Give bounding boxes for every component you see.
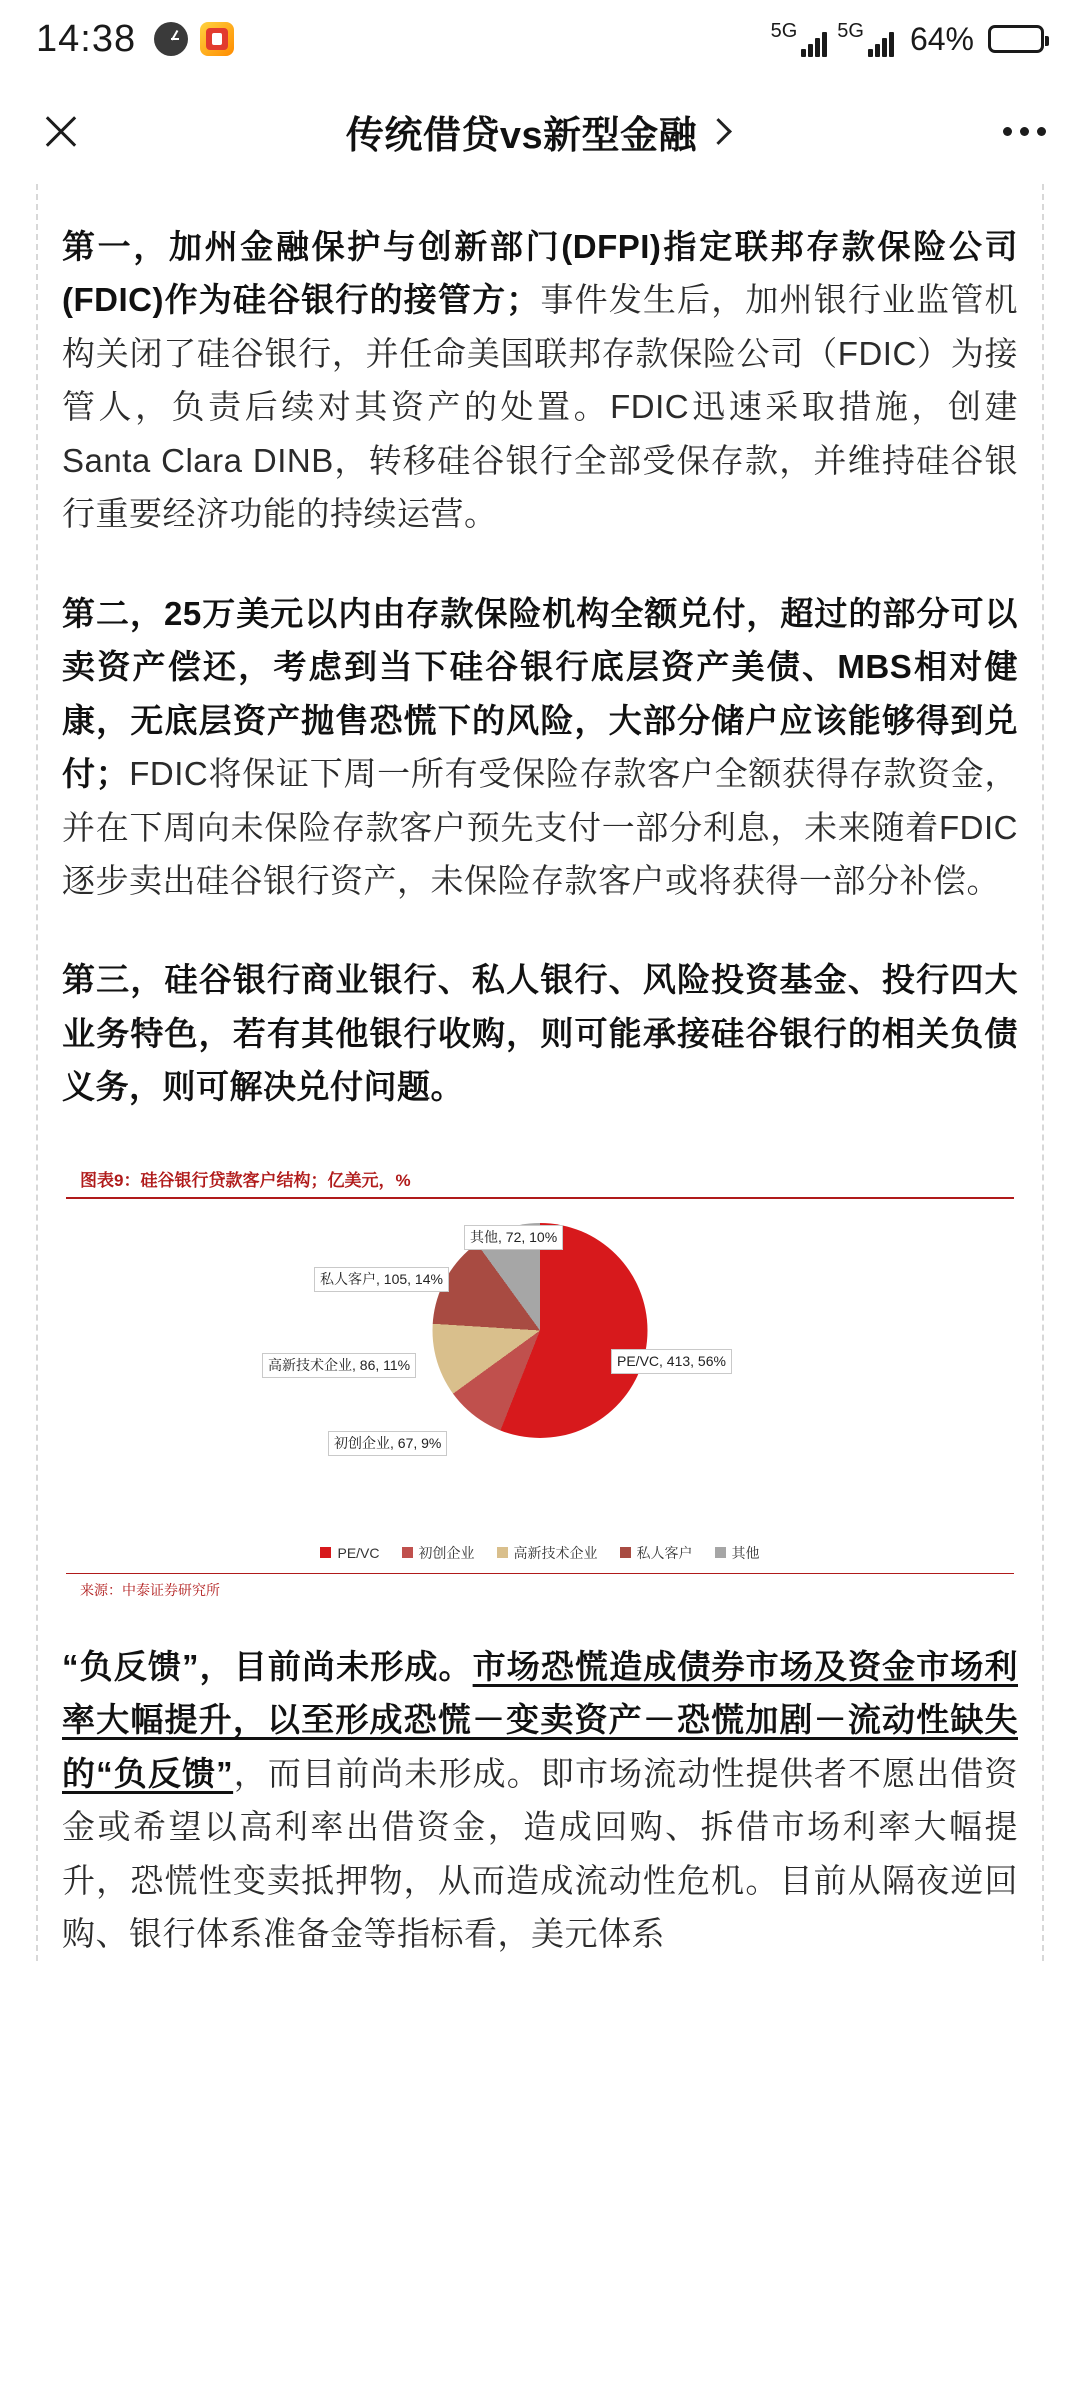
legend-swatch — [402, 1547, 413, 1558]
battery-percent-label: 64% — [909, 20, 974, 57]
paragraph-4-bold: “负反馈”，目前尚未形成。 — [62, 1647, 473, 1685]
battery-icon — [988, 25, 1044, 53]
pie-label-startup: 初创企业, 67, 9% — [328, 1431, 447, 1457]
header-title-group[interactable] — [88, 104, 986, 159]
pie-label-pevc: PE/VC, 413, 56% — [611, 1349, 732, 1375]
legend-label: 私人客户 — [636, 1544, 693, 1561]
pie-chart — [433, 1223, 648, 1438]
paragraph-4-underlined: 市场恐慌造成债券市场及资金市场利率大幅提升，以至形成恐慌－变卖资产－恐慌加剧－流动性缺失的“负反馈” — [62, 1647, 1018, 1792]
paragraph-2-bold: 第二，25万美元以内由存款保险机构全额兑付，超过的部分可以卖资产偿还，考虑到当下硅谷银行底层资产美债、MBS相对健康，无底层资产抛售恐慌下的风险，大部分储户应该能够得到兑付； — [62, 594, 1018, 793]
more-options-icon[interactable] — [986, 127, 1046, 136]
legend-swatch — [715, 1547, 726, 1558]
paragraph-2 — [62, 587, 1018, 908]
legend-swatch — [320, 1547, 331, 1558]
close-icon[interactable] — [34, 104, 88, 158]
sim2-signal — [837, 21, 894, 57]
legend-label: 其他 — [731, 1544, 760, 1561]
chart-title: 图表9：硅谷银行贷款客户结构；亿美元，% — [66, 1160, 1014, 1199]
legend-item — [620, 1543, 693, 1563]
pie-label-tech: 高新技术企业, 86, 11% — [262, 1353, 416, 1379]
signal-bars-icon-2 — [868, 31, 894, 57]
paragraph-2-text: FDIC将保证下周一所有受保险存款客户全额获得存款资金，并在下周向未保险存款客户预先支付一部分利息，未来随着FDIC逐步卖出硅谷银行资产，未保险存款客户或将获得一部分补偿。 — [62, 755, 1018, 899]
paragraph-1-text: 事件发生后，加州银行业监管机构关闭了硅谷银行，并任命美国联邦存款保险公司（FDIC）为接管人，负责后续对其资产的处置。FDIC迅速采取措施，创建Santa Clara DINB，转移硅谷银行全部受保存款，并维持硅谷银行重要经济功能的持续运营。 — [62, 281, 1019, 533]
pie-slices — [433, 1223, 648, 1438]
pie-label-private: 私人客户, 105, 14% — [314, 1267, 449, 1293]
paragraph-1-bold: 第一，加州金融保护与创新部门(DFPI)指定联邦存款保险公司(FDIC)作为硅谷银行的接管方； — [62, 228, 1018, 319]
paragraph-3 — [62, 953, 1018, 1113]
article-body — [0, 184, 1080, 1961]
legend-item — [497, 1543, 598, 1563]
page-title: 传统借贷vs新型金融 — [345, 114, 698, 157]
left-dashed-divider — [36, 184, 38, 1961]
paragraph-4 — [62, 1640, 1018, 1961]
status-indicators — [771, 21, 1044, 58]
legend-label: 高新技术企业 — [513, 1544, 598, 1561]
signal-bars-icon-1 — [801, 31, 827, 57]
legend-swatch — [497, 1547, 508, 1558]
chart-legend — [66, 1543, 1014, 1563]
chevron-right-icon[interactable] — [705, 118, 732, 145]
legend-swatch — [620, 1547, 631, 1558]
status-time: 14:38 — [36, 17, 137, 60]
legend-label: PE/VC — [337, 1544, 380, 1561]
chart-source: 来源：中泰证券研究所 — [66, 1573, 1014, 1600]
paragraph-3-bold: 第三，硅谷银行商业银行、私人银行、风险投资基金、投行四大业务特色，若有其他银行收购，则可能承接硅谷银行的相关负债义务，则可解决兑付问题。 — [62, 961, 1018, 1106]
network-type-label-1: 5G — [770, 20, 798, 42]
legend-item — [320, 1543, 379, 1563]
clock-icon — [154, 22, 188, 56]
article-content — [0, 184, 1080, 1961]
legend-item — [402, 1543, 475, 1563]
paragraph-1 — [62, 220, 1018, 541]
network-type-label-2: 5G — [837, 20, 864, 42]
paragraph-4-text: ，而目前尚未形成。即市场流动性提供者不愿出借资金或希望以高利率出借资金，造成回购、拆借市场利率大幅提升，恐慌性变卖抵押物，从而造成流动性危机。目前从隔夜逆回购、银行体系准备金等指标看，美元体系 — [62, 1754, 1018, 1953]
chart-figure — [62, 1160, 1018, 1600]
legend-item — [715, 1543, 760, 1563]
legend-label: 初创企业 — [418, 1544, 475, 1561]
sim1-signal — [771, 21, 828, 57]
chart-plot-area — [66, 1209, 1014, 1539]
page-header — [0, 78, 1080, 184]
status-notification-icons — [154, 22, 234, 56]
app-notification-icon — [200, 22, 234, 56]
right-dashed-divider — [1042, 184, 1044, 1961]
status-bar — [0, 0, 1080, 78]
pie-label-other: 其他, 72, 10% — [464, 1225, 563, 1251]
